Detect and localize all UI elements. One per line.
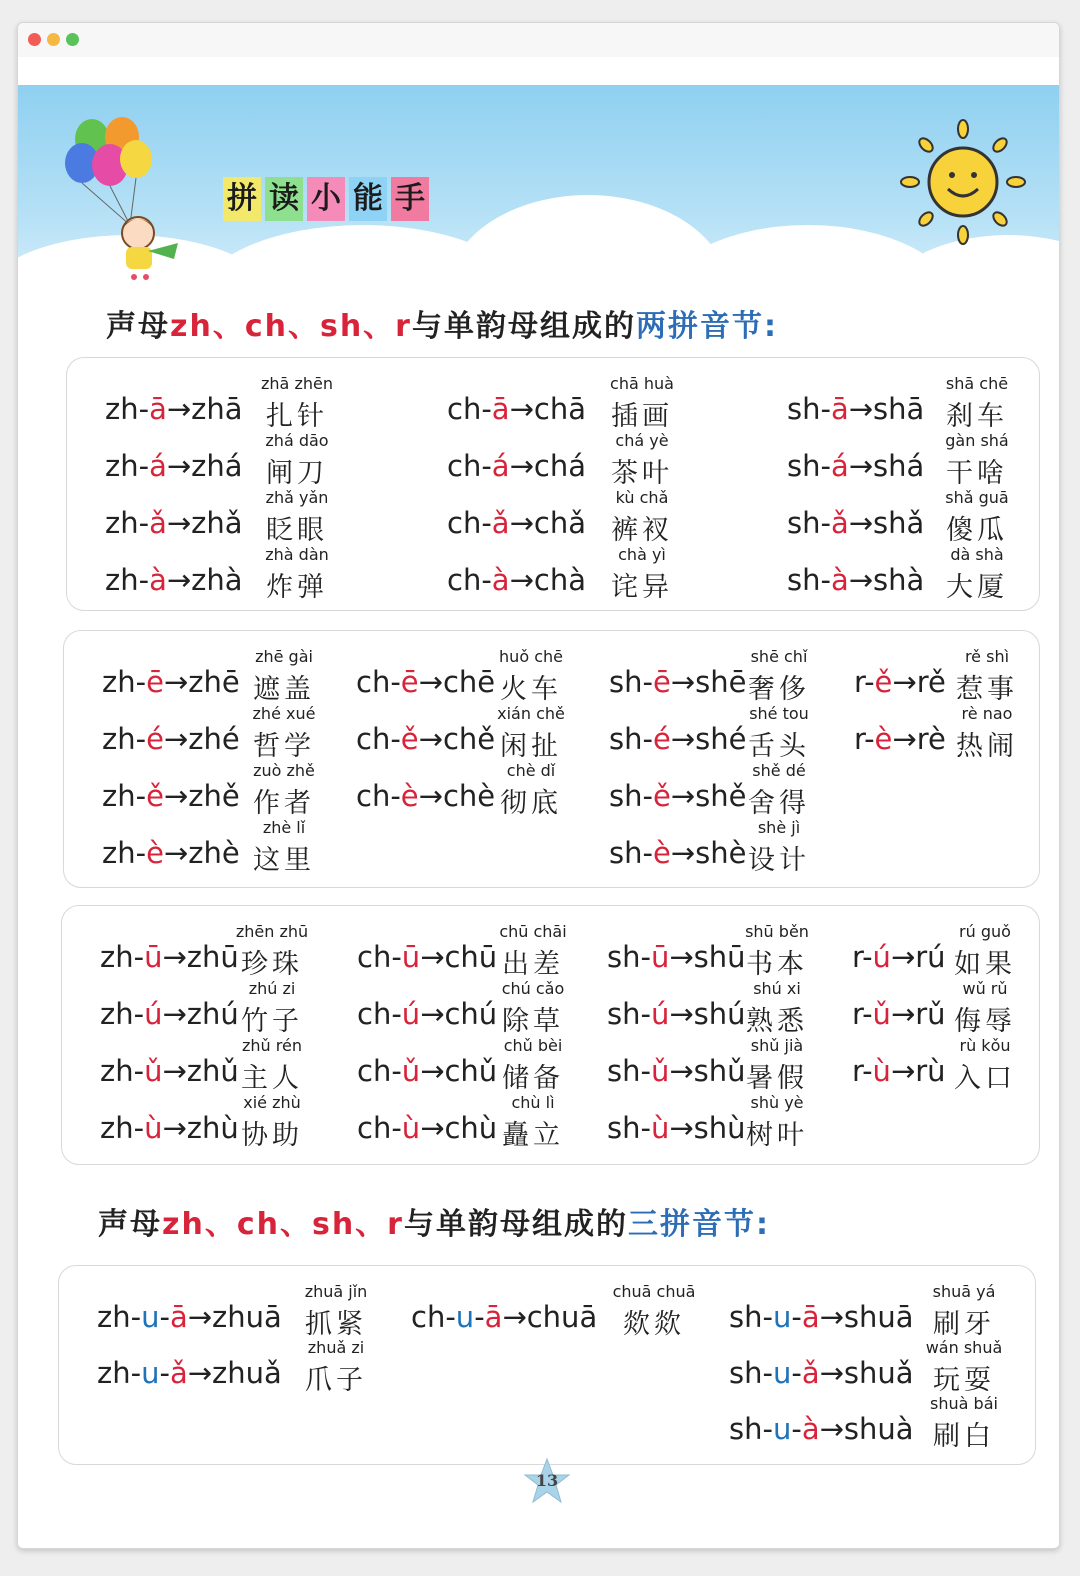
spelling-formula: sh-u-à→shuà [729, 1412, 914, 1446]
word-hanzi: 出差 [502, 949, 564, 980]
word-pinyin: shǔ jià [750, 1036, 804, 1055]
girl-icon [108, 207, 188, 287]
word-pinyin: zhǔ rén [242, 1036, 302, 1055]
word-hanzi: 舍得 [748, 788, 810, 819]
word-hanzi: 如果 [954, 949, 1016, 980]
word-hanzi: 侮辱 [954, 1006, 1016, 1037]
word-pinyin: zuò zhě [253, 761, 315, 780]
textbook-page [18, 57, 1059, 1548]
word-pinyin: wán shuǎ [925, 1338, 1003, 1357]
word-hanzi: 入口 [954, 1063, 1016, 1094]
word-hanzi: 熟悉 [746, 1006, 808, 1037]
spelling-formula: zh-ě→zhě [102, 779, 240, 813]
maximize-button[interactable] [66, 33, 79, 46]
word-pinyin: zhé xué [252, 704, 316, 723]
word-pinyin: chǔ bèi [503, 1036, 563, 1055]
word-hanzi: 刷牙 [933, 1309, 995, 1340]
spelling-formula: ch-ù→chù [357, 1111, 498, 1145]
word-hanzi: 暑假 [746, 1063, 808, 1094]
spelling-formula: sh-ú→shú [607, 997, 746, 1031]
word-hanzi: 主人 [241, 1063, 303, 1094]
word-pinyin: zhē gài [255, 647, 313, 666]
word-hanzi: 扎针 [266, 401, 328, 432]
word-pinyin: chā huà [610, 374, 674, 393]
word-pinyin: zhǎ yǎn [265, 488, 329, 507]
word-hanzi: 哲学 [253, 731, 315, 762]
word-pinyin: zhuǎ zi [307, 1338, 365, 1357]
word-pinyin: rù kǒu [959, 1036, 1011, 1055]
banner-char: 读 [265, 177, 303, 221]
word-hanzi: 闸刀 [266, 458, 328, 489]
word-pinyin: chè dǐ [506, 761, 556, 780]
word-hanzi: 刷白 [933, 1421, 995, 1452]
spelling-formula: sh-ē→shē [609, 665, 747, 699]
word-hanzi: 爪子 [305, 1365, 367, 1396]
box-a-syllables [66, 357, 1040, 611]
word-pinyin: shě dé [752, 761, 806, 780]
word-pinyin: chù lì [511, 1093, 555, 1112]
spelling-formula: sh-u-ā→shuā [729, 1300, 914, 1334]
spelling-formula: sh-ū→shū [607, 940, 746, 974]
word-pinyin: shuà bái [930, 1394, 998, 1413]
spelling-formula: zh-ā→zhā [105, 392, 243, 426]
spelling-formula: ch-ū→chū [357, 940, 498, 974]
word-pinyin: wǔ rǔ [962, 979, 1008, 998]
spelling-formula: sh-u-ǎ→shuǎ [729, 1356, 914, 1390]
banner-char: 小 [307, 177, 345, 221]
spelling-formula: zh-à→zhà [105, 563, 243, 597]
word-pinyin: shē chǐ [750, 647, 808, 666]
spelling-formula: zh-é→zhé [102, 722, 240, 756]
word-hanzi: 遮盖 [253, 674, 315, 705]
word-hanzi: 眨眼 [266, 515, 328, 546]
word-hanzi: 除草 [502, 1006, 564, 1037]
spelling-formula: sh-á→shá [787, 449, 925, 483]
close-button[interactable] [28, 33, 41, 46]
page-number: 13 [535, 1471, 559, 1490]
word-hanzi: 诧异 [611, 572, 673, 603]
spelling-formula: r-ě→rě [854, 665, 946, 699]
word-pinyin: shǎ guā [945, 488, 1009, 507]
word-hanzi: 裤衩 [611, 515, 673, 546]
word-hanzi: 茶叶 [611, 458, 673, 489]
spelling-formula: zh-ù→zhù [100, 1111, 239, 1145]
word-pinyin: zhuā jǐn [304, 1282, 368, 1301]
word-hanzi: 热闹 [956, 731, 1018, 762]
spelling-formula: ch-á→chá [447, 449, 586, 483]
word-hanzi: 欻欻 [623, 1309, 685, 1340]
word-pinyin: chà yì [618, 545, 666, 564]
word-hanzi: 傻瓜 [946, 515, 1008, 546]
word-hanzi: 大厦 [946, 572, 1008, 603]
spelling-formula: zh-ǔ→zhǔ [100, 1054, 239, 1088]
word-hanzi: 惹事 [956, 674, 1018, 705]
spelling-formula: ch-à→chà [447, 563, 586, 597]
spelling-formula: sh-à→shà [787, 563, 925, 597]
box-three-part-syllables [58, 1265, 1036, 1465]
word-hanzi: 闲扯 [500, 731, 562, 762]
spelling-formula: ch-ě→chě [356, 722, 496, 756]
title-bar [18, 23, 1059, 58]
word-pinyin: shū běn [745, 922, 809, 941]
spelling-formula: r-ú→rú [852, 940, 946, 974]
word-pinyin: shuā yá [932, 1282, 996, 1301]
spelling-formula: ch-ǔ→chǔ [357, 1054, 498, 1088]
word-pinyin: chuā chuā [612, 1282, 696, 1301]
section-heading-three: 声母zh、ch、sh、r与单韵母组成的三拼音节: [98, 1207, 770, 1242]
word-pinyin: rú guǒ [959, 922, 1011, 941]
spelling-formula: ch-ǎ→chǎ [447, 506, 586, 540]
banner-title [223, 177, 429, 221]
word-pinyin: shè jì [757, 818, 801, 837]
word-hanzi: 矗立 [502, 1120, 564, 1151]
word-pinyin: shù yè [750, 1093, 804, 1112]
spelling-formula: zh-ē→zhē [102, 665, 240, 699]
word-pinyin: chá yè [615, 431, 669, 450]
app-window [17, 22, 1060, 1549]
word-hanzi: 作者 [253, 788, 315, 819]
minimize-button[interactable] [47, 33, 60, 46]
spelling-formula: zh-á→zhá [105, 449, 243, 483]
word-pinyin: shé tou [749, 704, 809, 723]
word-hanzi: 彻底 [500, 788, 562, 819]
word-pinyin: rě shì [964, 647, 1010, 666]
word-hanzi: 书本 [746, 949, 808, 980]
sun-icon [898, 117, 1028, 247]
word-pinyin: zhà dàn [265, 545, 329, 564]
spelling-formula: ch-è→chè [356, 779, 496, 813]
spelling-formula: zh-ú→zhú [100, 997, 239, 1031]
word-pinyin: xié zhù [243, 1093, 301, 1112]
spelling-formula: zh-u-ǎ→zhuǎ [97, 1356, 282, 1390]
spelling-formula: sh-ǔ→shǔ [607, 1054, 746, 1088]
box-u-syllables [61, 905, 1040, 1165]
word-hanzi: 协助 [241, 1120, 303, 1151]
word-pinyin: shú xi [753, 979, 801, 998]
spelling-formula: zh-ǎ→zhǎ [105, 506, 243, 540]
word-pinyin: chū chāi [499, 922, 567, 941]
spelling-formula: zh-ū→zhū [100, 940, 239, 974]
word-hanzi: 插画 [611, 401, 673, 432]
spelling-formula: zh-è→zhè [102, 836, 240, 870]
spelling-formula: ch-ā→chā [447, 392, 586, 426]
banner-char: 手 [391, 177, 429, 221]
spelling-formula: r-ǔ→rǔ [852, 997, 946, 1031]
word-pinyin: xián chě [497, 704, 565, 723]
word-hanzi: 火车 [500, 674, 562, 705]
spelling-formula: sh-è→shè [609, 836, 747, 870]
word-pinyin: zhè lǐ [262, 818, 306, 837]
word-pinyin: zhēn zhū [235, 922, 309, 941]
spelling-formula: r-ù→rù [852, 1054, 946, 1088]
spelling-formula: ch-ē→chē [356, 665, 496, 699]
word-hanzi: 设计 [748, 845, 810, 876]
spelling-formula: ch-ú→chú [357, 997, 498, 1031]
spelling-formula: sh-ǎ→shǎ [787, 506, 925, 540]
word-pinyin: zhá dāo [265, 431, 329, 450]
spelling-formula: sh-é→shé [609, 722, 747, 756]
word-hanzi: 奢侈 [748, 674, 810, 705]
word-pinyin: zhā zhēn [261, 374, 333, 393]
word-hanzi: 玩耍 [933, 1365, 995, 1396]
banner-char: 拼 [223, 177, 261, 221]
section-heading-two: 声母zh、ch、sh、r与单韵母组成的两拼音节: [106, 309, 778, 344]
word-hanzi: 炸弹 [266, 572, 328, 603]
banner-char: 能 [349, 177, 387, 221]
word-pinyin: kù chǎ [615, 488, 669, 507]
word-hanzi: 珍珠 [241, 949, 303, 980]
spelling-formula: sh-ā→shā [787, 392, 925, 426]
word-hanzi: 刹车 [946, 401, 1008, 432]
word-hanzi: 竹子 [241, 1006, 303, 1037]
spelling-formula: zh-u-ā→zhuā [97, 1300, 282, 1334]
word-pinyin: huǒ chē [499, 647, 563, 666]
word-hanzi: 抓紧 [305, 1309, 367, 1340]
word-hanzi: 树叶 [746, 1120, 808, 1151]
word-hanzi: 这里 [253, 845, 315, 876]
word-hanzi: 储备 [502, 1063, 564, 1094]
word-pinyin: chú cǎo [501, 979, 565, 998]
box-e-syllables [63, 630, 1040, 888]
word-pinyin: rè nao [961, 704, 1013, 723]
spelling-formula: ch-u-ā→chuā [411, 1300, 598, 1334]
spelling-formula: sh-ě→shě [609, 779, 747, 813]
word-pinyin: gàn shá [945, 431, 1009, 450]
word-hanzi: 舌头 [748, 731, 810, 762]
spelling-formula: r-è→rè [854, 722, 946, 756]
spelling-formula: sh-ù→shù [607, 1111, 746, 1145]
word-hanzi: 干啥 [946, 458, 1008, 489]
word-pinyin: dà shà [950, 545, 1004, 564]
word-pinyin: shā chē [945, 374, 1009, 393]
word-pinyin: zhú zi [248, 979, 296, 998]
